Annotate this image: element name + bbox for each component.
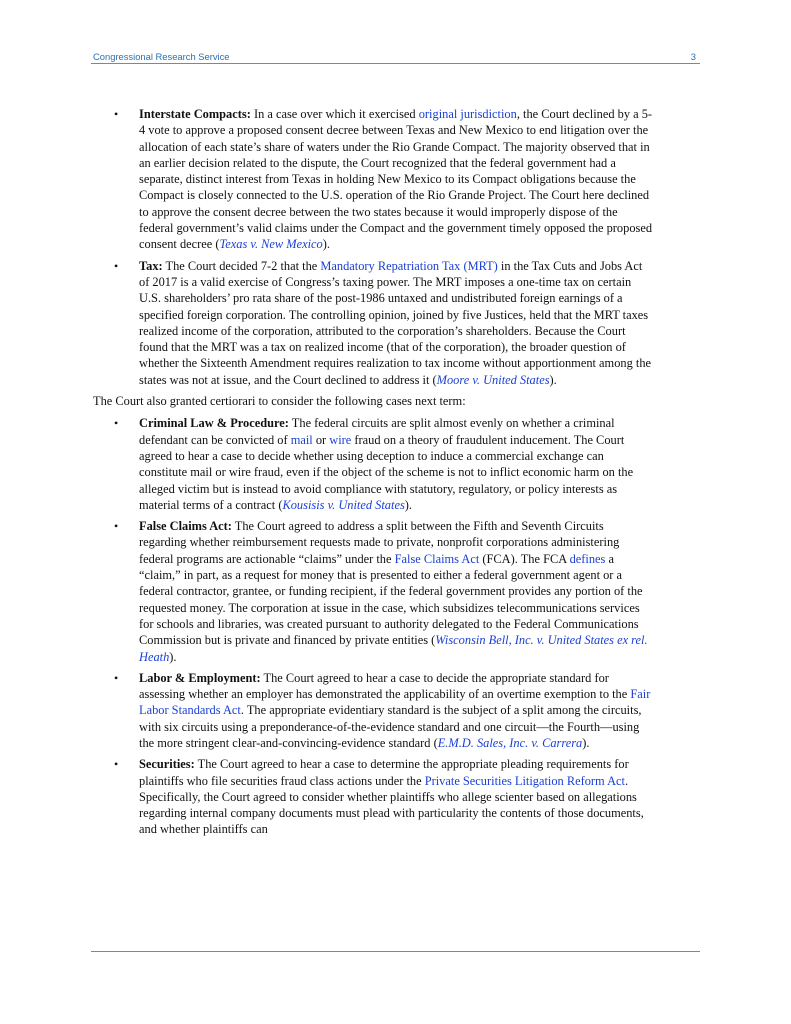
- link-wire[interactable]: wire: [329, 432, 352, 447]
- header-org: Congressional Research Service: [93, 51, 230, 62]
- bullet-list-certiorari: [93, 415, 653, 837]
- list-item-tax: • Tax: The Court decided 7-2 that the Mandatory Repatriation Tax (MRT) in the Tax Cuts and Jobs Act of 2017 is a valid exercise of Congress’s taxing power. The MRT imposes a one-time tax on certain U.S. shareholders’ pro rata share of the post-1986 untaxed and undistributed foreign earnings of a specified foreign corporation. The controlling opinion, joined by five Justices, held that the MRT taxes realized income of the corporation, attributed to the corporation’s shareholders. Because the Court found that the MRT was a tax on realized income (that of the corporation), the broader question of whether the Sixteenth Amendment requires realization to tax income without apportionment among the states was not at issue, and the Court declined to address it (Moore v. United States).: [114, 258, 652, 387]
- link-moore-v-united-states[interactable]: Moore v. United States: [436, 372, 550, 387]
- bullet-list-decisions: [93, 106, 653, 388]
- item-term: Tax:: [139, 258, 163, 273]
- bullet-icon: •: [114, 107, 119, 121]
- list-item-interstate-compacts: • Interstate Compacts: In a case over which it exercised original jurisdiction, the Court declined by a 5-4 vote to approve a proposed consent decree between Texas and New Mexico to end litigation over the allocation of each state’s share of waters under the Rio Grande Compact. The majority observed that in an earlier decision related to the dispute, the Court recognized that the federal government had a separate, distinct interest from Texas in holding New Mexico to its Compact obligations because the Compact is closely connected to the U.S. operation of the Rio Grande Project. The Court here declined to approve the consent decree between the two states because it would improperly dispose of the federal government’s valid claims under the Compact and the government timely opposed the proposed consent decree (Texas v. New Mexico).: [114, 107, 653, 252]
- link-texas-v-new-mexico[interactable]: Texas v. New Mexico: [219, 237, 323, 252]
- header-rule: [91, 63, 700, 64]
- link-wisconsin-bell[interactable]: Wisconsin Bell, Inc. v. United States ex rel. Heath: [139, 633, 648, 664]
- bullet-icon: •: [114, 258, 119, 273]
- item-term: Criminal Law & Procedure:: [139, 416, 289, 431]
- item-term: False Claims Act:: [139, 519, 232, 534]
- bullet-icon: •: [114, 416, 119, 431]
- bullet-icon: •: [114, 670, 119, 685]
- page-number: 3: [690, 51, 696, 62]
- list-item-labor-employment: • Labor & Employment: The Court agreed to hear a case to decide the appropriate standard for assessing whether an employer has demonstrated the applicability of an overtime exemption to the Fair Labor Standards Act. The appropriate evidentiary standard is the subject of a split among the circuits, with six circuits using a preponderance-of-the-evidence standard and one circuit—the Fourth—using the more stringent clear-and-convincing-evidence standard (E.M.D. Sales, Inc. v. Carrera).: [114, 670, 651, 750]
- item-term: Securities:: [139, 757, 195, 772]
- link-pslra[interactable]: Private Securities Litigation Reform Act: [424, 773, 625, 788]
- link-fair-labor-standards-act[interactable]: Fair Labor Standards Act: [139, 687, 651, 718]
- link-original-jurisdiction[interactable]: original jurisdiction: [418, 107, 517, 121]
- list-item-securities: • Securities: The Court agreed to hear a case to determine the appropriate pleading requirements for plaintiffs who file securities fraud class actions under the Private Securities Litigation Reform Act. Specifically, the Court agreed to consider whether plaintiffs who allege scienter based on allegations regarding internal company documents must plead with particularity the contents of those documents, and whether plaintiffs can: [114, 757, 644, 837]
- page-header: [91, 49, 700, 63]
- link-emd-sales[interactable]: E.M.D. Sales, Inc. v. Carrera: [437, 735, 583, 750]
- bullet-icon: •: [114, 757, 119, 772]
- intro-paragraph: The Court also granted certiorari to consider the following cases next term:: [93, 394, 466, 409]
- link-mrt[interactable]: Mandatory Repatriation Tax (MRT): [320, 258, 498, 273]
- list-item-criminal-law: • Criminal Law & Procedure: The federal circuits are split almost evenly on whether a criminal defendant can be convicted of mail or wire fraud on a theory of fraudulent inducement. The Court agreed to hear a case to decide whether using deception to induce a commercial exchange can constitute mail or wire fraud, even if the object of the scheme is not to inflict economic harm on the alleged victim but is instead to avoid compliance with statutory, regulatory, or policy interests as material terms of a contract (Kousisis v. United States).: [114, 416, 634, 512]
- link-mail[interactable]: mail: [290, 432, 313, 447]
- bullet-icon: •: [114, 519, 119, 534]
- item-term: Interstate Compacts:: [139, 107, 251, 121]
- item-term: Labor & Employment:: [139, 670, 261, 685]
- list-item-false-claims-act: • False Claims Act: The Court agreed to address a split between the Fifth and Seventh Circuits regarding whether reimbursement requests made to private, nonprofit corporations administering federal programs are actionable “claims” under the False Claims Act (FCA). The FCA defines a “claim,” in part, as a request for money that is presented to either a federal government agent or a federal contractor, grantee, or funding recipient, if the federal government provides any portion of the requested money. The corporation at issue in the case, which subsidizes telecommunications services for schools and libraries, was created pursuant to authority delegated to the Federal Communications Commission but is private and financed by private entities (Wisconsin Bell, Inc. v. United States ex rel. Heath).: [114, 519, 648, 664]
- link-false-claims-act[interactable]: False Claims Act: [394, 551, 480, 566]
- link-defines[interactable]: defines: [569, 551, 606, 566]
- footer-rule: [91, 951, 700, 952]
- link-kousisis[interactable]: Kousisis v. United States: [282, 497, 405, 512]
- page-body: [93, 106, 653, 843]
